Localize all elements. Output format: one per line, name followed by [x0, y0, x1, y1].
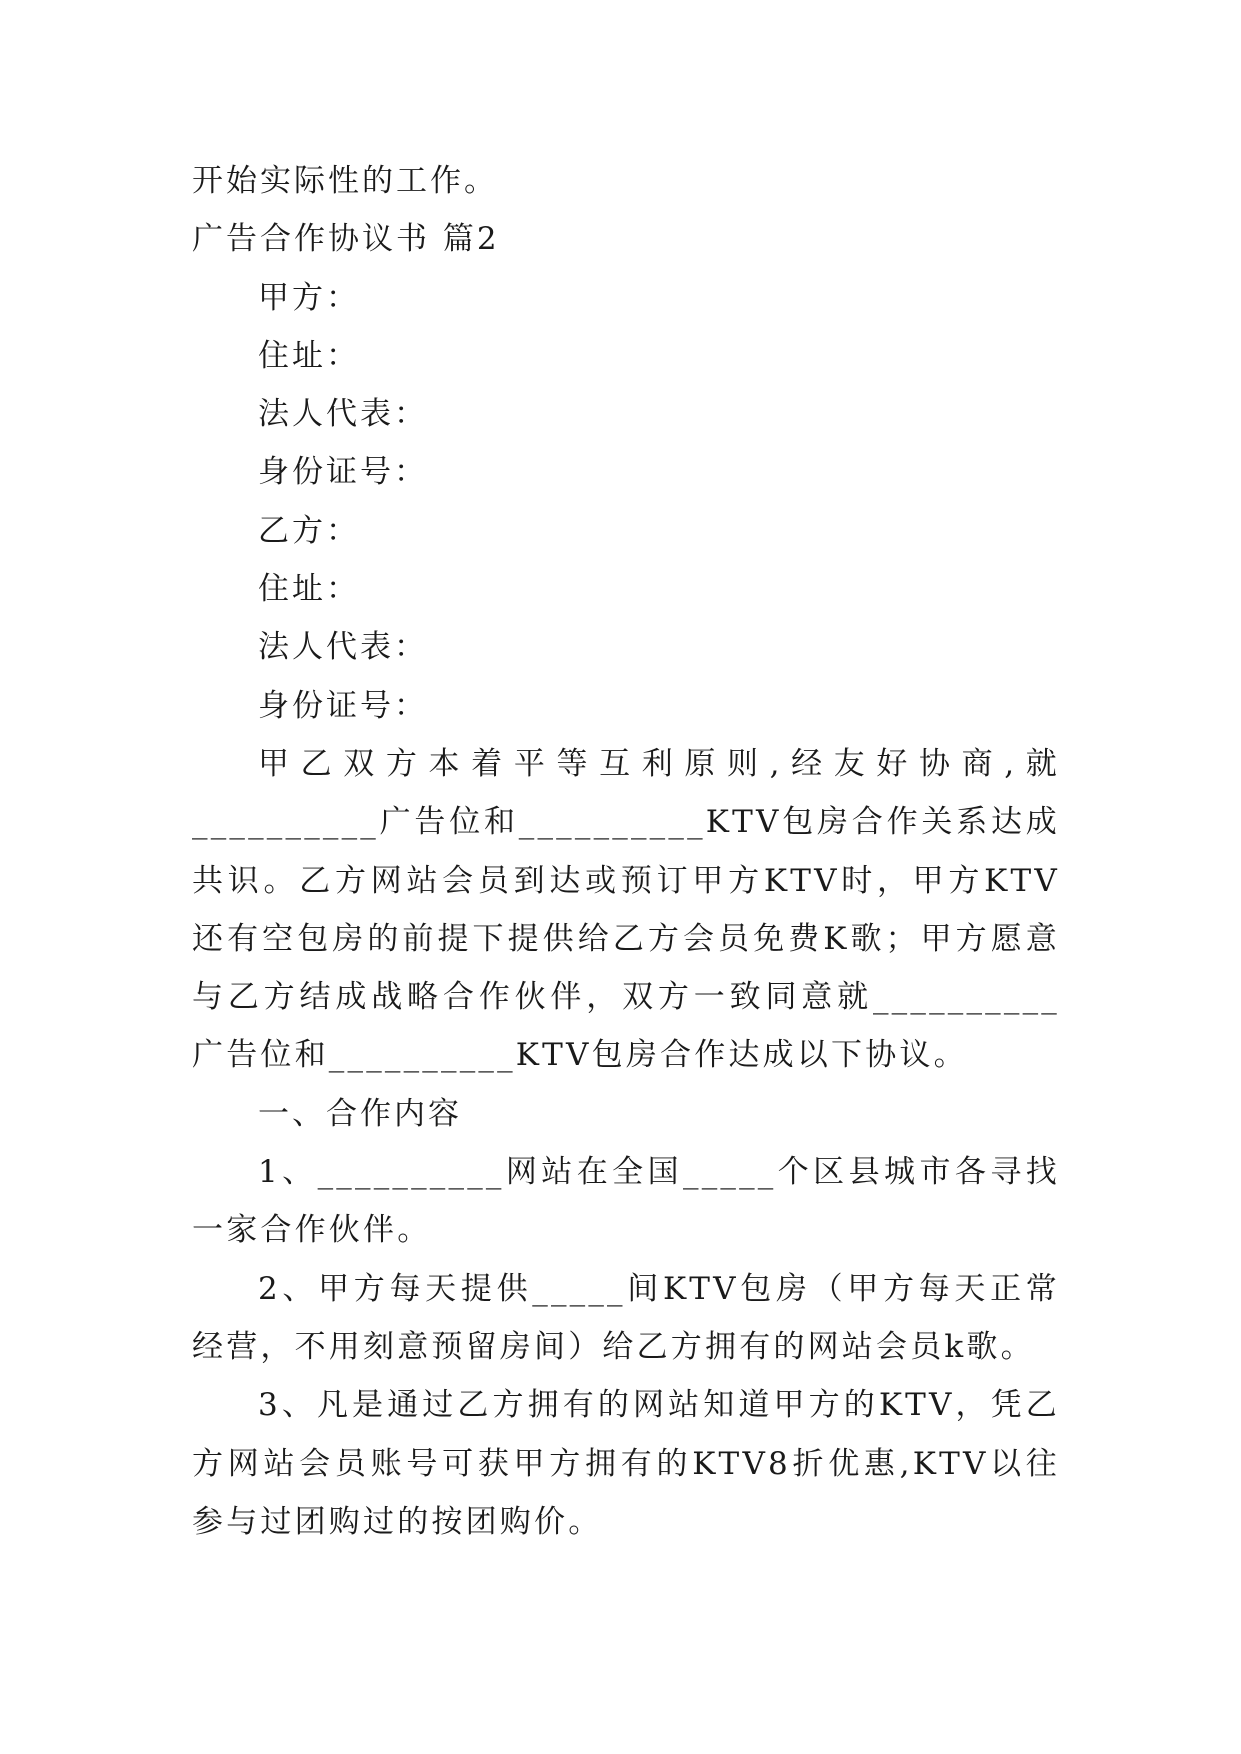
party-a-id-label: 身份证号：	[258, 454, 428, 491]
party-b-label: 乙方：	[258, 512, 360, 549]
item-2-paragraph: 2、甲方每天提供_____间KTV包房（甲方每天正常经营，不用刻意预留房间）给乙方拥有的网站会员k歌。	[192, 1270, 1060, 1365]
intro-paragraph: 甲乙双方本着平等互利原则,经友好协商,就__________广告位和__________KTV包房合作关系达成共识。乙方网站会员到达或预订甲方KTV时，甲方KTV还有空包房的前提下提供给乙方会员免费K歌；甲方愿意与乙方结成战略合作伙伴，双方一致同意就__________广告位和__________KTV包房合作达成以下协议。	[192, 745, 1060, 1074]
item-3-paragraph: 3、凡是通过乙方拥有的网站知道甲方的KTV，凭乙方网站会员账号可获甲方拥有的KTV8折优惠,KTV以往参与过团购过的按团购价。	[192, 1387, 1060, 1540]
party-a-label: 甲方：	[258, 279, 360, 316]
section-1-title: 一、合作内容	[258, 1095, 462, 1132]
document-page	[192, 152, 1060, 1551]
party-b-id-label: 身份证号：	[258, 687, 428, 724]
item-1-paragraph: 1、__________网站在全国_____个区县城市各寻找一家合作伙伴。	[192, 1154, 1060, 1249]
party-b-address-label: 住址：	[258, 571, 360, 608]
party-a-address-label: 住址：	[258, 337, 360, 374]
continuation-line: 开始实际性的工作。	[192, 163, 498, 199]
party-a-legal-rep-label: 法人代表：	[258, 396, 428, 433]
party-b-legal-rep-label: 法人代表：	[258, 629, 428, 666]
document-heading: 广告合作协议书 篇2	[192, 221, 500, 258]
